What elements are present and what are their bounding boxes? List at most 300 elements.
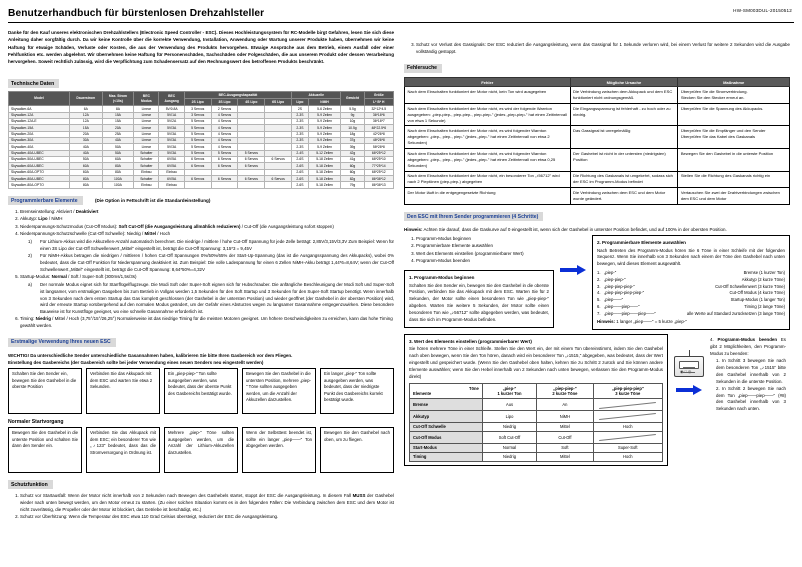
fx-table-body xyxy=(405,87,790,204)
table-cell: Nach dem Einschalten funktioniert der Motor nicht, es wird folgender Warnton abgegeben: „piep-, piep-, piep-" (jedes „piep-" hat einen Zeitintervall von etwa 2 Sekunden) xyxy=(405,126,571,149)
table-cell: 5V/2A xyxy=(159,118,184,124)
throttle-calibration-steps xyxy=(8,368,394,414)
table-row xyxy=(410,453,663,462)
table-cell: Linear xyxy=(134,137,159,143)
troubleshooting-table xyxy=(404,77,790,204)
table-row xyxy=(405,126,790,149)
th-bec-group: BEC-Ausgangskapazität xyxy=(184,91,291,98)
value-cell: Super-Soft xyxy=(593,443,662,452)
tone-number: 2. xyxy=(597,276,601,282)
table-cell: 6 Servos xyxy=(265,176,292,182)
table-cell: 20A xyxy=(102,125,134,131)
step4-wrap xyxy=(710,334,790,416)
step4-num: 4. xyxy=(710,336,714,342)
calib-step-4: Bewegen Sie den Gashebel in die untersten Position, mehrere „piep-" Töne sollten ausgegeben werden, um die Anzahl der Akkuzellen darzustellen. xyxy=(242,368,316,414)
table-cell: 5-9 Zellen xyxy=(308,125,341,131)
table-cell: 2-4S xyxy=(292,150,309,156)
vals-corner: Töne Elemente xyxy=(410,384,483,399)
table-cell: Nach dem Einschalten funktioniert der Motor nicht, es wird der folgende Warnton ausgegeben: „piep-piep-, piep-piep-, piep-piep-" (jedes „piep-piep-" hat einen Zeitintervall von etwa 1 Sekunde) xyxy=(405,103,571,126)
table-cell: 77*25*14 xyxy=(364,163,393,169)
tone-row xyxy=(597,297,785,303)
th-gewicht: Gewicht xyxy=(341,91,364,105)
table-cell: 2-3S xyxy=(292,112,309,118)
table-cell: 82g xyxy=(341,176,364,182)
tone-meaning: Cut-Off Modus (4 kurze Töne) xyxy=(729,290,785,296)
table-cell: 4 Servos xyxy=(211,137,238,143)
table-cell: 5 Servos xyxy=(184,150,211,156)
table-cell: Linear xyxy=(134,125,159,131)
table-cell: 2-3S xyxy=(292,137,309,143)
table-cell: 6 Servos xyxy=(211,176,238,182)
table-cell: 60A xyxy=(69,163,102,169)
table-cell: 6 Servos xyxy=(211,163,238,169)
programming-hint: Hinweis: Achten Sie darauf, dass die Gaskurve auf 0 eingestellt ist, wenn sich der Gashebel in unterster Position befindet, und auf 100% in der obersten Position. xyxy=(404,226,727,232)
table-row xyxy=(405,149,790,172)
step4-title: Programm-Modus beenden xyxy=(717,336,778,342)
value-cell: Mittel xyxy=(537,453,593,462)
table-cell: Skywalker-6A xyxy=(9,106,70,112)
prog-item-2: 2. Akkutyp: Lipo / NiMH xyxy=(20,216,394,223)
table-cell: Die Verbindung zwischen dem ESC und dem Motor wurde geändert. xyxy=(570,188,678,205)
table-cell: 2-3S xyxy=(292,131,309,137)
table-cell: Nach dem Einschalten funktioniert der Motor nicht, es wird folgender Warnton abgegeben: „piep-, piep-, piep-" (jedes „piep-" hat einen Zeitintervall von etwa 0,25 Sekunden) xyxy=(405,149,571,172)
table-cell: 5V/3A xyxy=(159,131,184,137)
table-cell: Skywalker-60A-OPTO xyxy=(9,169,70,175)
table-cell: 80A xyxy=(102,163,134,169)
tone-label: „piep——piep——" xyxy=(604,304,640,309)
table-cell: Skywalker-30A xyxy=(9,137,70,143)
table-cell: Einbau xyxy=(134,182,159,188)
tone-number: 4. xyxy=(597,290,601,296)
table-cell: 15A xyxy=(102,112,134,118)
prog-elements-note: (Die Option in Fettschrift ist die Standardeinstellung) xyxy=(94,197,211,203)
document-code: HW-SM003DUL-20150512 xyxy=(733,8,792,13)
table-cell: Skywalker-80A-OPTO xyxy=(9,182,70,188)
calib-step-3: Ein „piep-piep-" Ton sollte ausgegeben werden, was bedeutet, dass der oberste Punkt des Gasbereichs bestätigt wurde. xyxy=(164,368,238,414)
table-cell: 2 Servos xyxy=(211,106,238,112)
value-cell: Soft xyxy=(537,443,593,452)
table-cell: 37g xyxy=(341,137,364,143)
table-cell: 6 Servos xyxy=(184,156,211,162)
table-cell: 80A xyxy=(69,176,102,182)
table-cell: 2-3S xyxy=(292,125,309,131)
tech-table-body xyxy=(9,106,394,188)
programming-step-1: 1. Programm-Modus beginnen xyxy=(416,236,554,243)
table-cell: 5-9 Zellen xyxy=(308,118,341,124)
protection-item-1: 1. Schutz vor Startausfall: Wenn der Motor nicht innerhalb von 2 Sekunden nach Bewegen des Gashebels startet, stoppt der ESC die Ausgangsleistung. In diesem Fall MUSS der Gashebel wieder nach unten bewegt werden, um den Motor erneut zu starten. (Zu einer solchen Situation kommt es in den folgenden Fällen: Die Verbindung zwischen dem ESC und dem Motor ist nicht zuverlässig, die Propeller oder der Motor ist blockiert, das Getriebe ist beschädigt, etc.) xyxy=(20,493,394,514)
table-cell: 100A xyxy=(102,176,134,182)
table-cell: 6 Servos xyxy=(238,163,265,169)
table-cell: 58*28*8 xyxy=(364,144,393,150)
table-cell: 10g xyxy=(341,118,364,124)
table-cell: 80A xyxy=(102,169,134,175)
step2-wrap xyxy=(592,235,790,330)
table-cell: 50A xyxy=(102,144,134,150)
prog-item-5: 5. Startup-Modus: Normal / Soft / Super-Soft (300ms/1,5s/3s) a) Der normale Modus eignet sich für Starrflügelflugzeuge. Die Modi Soft oder Super-Soft eignen sich für Hubschrauber. Die anfängliche Beschleunigung der Modi Soft und Super-Soft ist langsamer, vom erstmaligen Gasgeben bis zum Betrieb in Vollgas werden 1,5 Sekunden für den Soft Startup und 3 Sekunden für den Super-Soft Startup benötigt. Wenn innerhalb von 3 Sekunden nach dem ersten Startup das Gas komplett geschlossen (der Gashebel in der untersten Position) und wieder geöffnet (der Gashebel in der obersten Position) wird, wird der erneute Startup vorübergehend auf den normalen Modus geändert, um der Gefahr eines Absturzes wegen zu langsamer Gasannahme entgegenzuwirken. Diese besondere Bauweise ist für Kunstflüge geeignet, wo eine schnelle Gasannahme erforderlich ist. xyxy=(20,274,394,315)
tone-label: „piep——" xyxy=(604,297,624,303)
table-cell: Stellen Sie die Richtung des Gaskanals richtig ein xyxy=(678,171,790,188)
table-cell: Das Gassignal ist unregelmäßig xyxy=(570,126,678,149)
table-cell: 36*18*7 xyxy=(364,118,393,124)
fx-th-cause: Mögliche Ursache xyxy=(570,78,678,87)
table-cell: Nach dem Einschalten funktioniert der Motor nicht, ein besonderer Ton „♪56712" wird nach 2 Pieptönen (piep-piep-) abgegeben xyxy=(405,171,571,188)
vals-col-2: „piep-piep-" 2 kurze Töne xyxy=(537,384,593,399)
table-cell: 5-18 Zellen xyxy=(308,169,341,175)
th-nimh: NiMH xyxy=(308,99,341,106)
table-cell: 48*26*8 xyxy=(364,137,393,143)
step4-item-1: 1. In Schritt 3 bewegen Sie nach dem besonderen Ton „♪1515" bitte den Gashebel innerhalb von 2 Sekunden in die unterste Position. xyxy=(716,358,786,384)
th-akku-group: Akkuzelle xyxy=(292,91,341,98)
table-cell xyxy=(211,182,238,188)
table-cell: 2-6S xyxy=(292,176,309,182)
value-cell xyxy=(593,431,662,443)
th-maxstrom: Max. Strom (<10s) xyxy=(102,91,134,105)
table-cell: Skywalker-12A-E xyxy=(9,118,70,124)
table-cell: 15A xyxy=(102,118,134,124)
th-dauerstrom: Dauerstrom xyxy=(69,91,102,105)
programming-steps-list xyxy=(404,236,554,265)
table-cell: 5-12 Zellen xyxy=(308,150,341,156)
step1-title: 1. Programm-Modus beginnen xyxy=(409,275,475,281)
value-element-name: Start-Modus xyxy=(410,443,483,452)
table-cell: 3 Servos xyxy=(184,106,211,112)
table-cell: 68*25*12 xyxy=(364,150,393,156)
table-cell: 6 Servos xyxy=(238,156,265,162)
tone-label: „piep-piep-piep-piep-" xyxy=(604,290,645,296)
table-cell: 6V/5A xyxy=(159,156,184,162)
normal-start-steps xyxy=(8,427,394,473)
table-cell: 6 Servos xyxy=(238,176,265,182)
programming-step-3: 3. Wert des Elements einstellen (programmierbarer Wert) xyxy=(416,251,554,258)
th-groesse-group: Größe xyxy=(364,91,393,98)
step3-box xyxy=(404,334,668,466)
table-cell: 5V/1A xyxy=(159,112,184,118)
table-cell: 100A xyxy=(102,182,134,188)
table-cell: 39g xyxy=(341,144,364,150)
table-cell: Linear xyxy=(134,118,159,124)
table-cell: 5V/3A xyxy=(159,144,184,150)
table-cell: 60g xyxy=(341,169,364,175)
table-cell: Linear xyxy=(134,131,159,137)
table-cell: 50A xyxy=(102,150,134,156)
table-cell: 2-3S xyxy=(292,144,309,150)
value-cell: An xyxy=(537,399,593,411)
tone-number: 1. xyxy=(597,270,601,276)
table-row xyxy=(405,171,790,188)
table-cell: 2-6S xyxy=(292,169,309,175)
tone-meaning: Startup-Modus (1 langer Ton) xyxy=(730,297,785,303)
table-cell: Einbau xyxy=(159,169,184,175)
value-cell xyxy=(593,399,662,411)
table-cell: Einbau xyxy=(134,169,159,175)
th-3s: 3S Lipo xyxy=(211,99,238,106)
prog-subitem-5a: a) Der normale Modus eignet sich für Starrflügelflugzeuge. Die Modi Soft oder Super-Soft eignen sich für Hubschrauber. Die anfängliche Beschleunigung der Modi Soft und Super-Soft ist langsamer, vom erstmaligen Gasgeben bis zum Betrieb in Vollgas werden 1,5 Sekunden für den Soft Startup und 3 Sekunden für den Super-Soft Startup benötigt. Wenn innerhalb von 3 Sekunden nach dem ersten Startup das Gas komplett geschlossen (der Gashebel in der untersten Position) und wieder geöffnet (der Gashebel in der obersten Position) wird, wird der erneute Startup vorübergehend auf den normalen Modus geändert, um der Gefahr eines Absturzes wegen zu langsamer Gasannahme entgegenzuwirken. Diese besondere Bauweise ist für Kunstflüge geeignet, wo eine schnelle Gasannahme erforderlich ist. xyxy=(28,282,394,314)
intro-paragraph: Danke für den Kauf unseres elektronischen Drehzahlstellers (Electronic Speed Controller - ESC). Dieses Hochleistungssystem für RC-Modelle birgt Gefahren, lesen Sie sich diese Anleitung daher sorgfältig durch. Da wir keine Kontrolle über die korrekte Verwendung, Installation, Anwendung oder Wartung unserer Produkte haben, übernehmen wir keine Haftung für etwaige Schäden, Verluste oder Kosten, die aus der Verwendung des Produkts hervorgehen. Etwaige Ansprüche aus dem Betrieb, einem Ausfall oder einer Fehlfunktion etc. werden abgelehnt. Wir übernehmen keine Haftung für Personenschäden, Sachschäden oder Folgeschäden, die aus unserem Produkt oder dessen Verarbeitung hervorgehen. Soweit rechtlich zulässig, wird die Verpflichtung zum Schadensersatz auf den Rechnungswert des betroffenen Produkts beschränkt. xyxy=(8,30,394,65)
table-cell: Skywalker-50A-UBEC xyxy=(9,156,70,162)
table-cell: 5V/3A xyxy=(159,125,184,131)
table-cell: Schalter xyxy=(134,176,159,182)
step4-box xyxy=(710,334,790,416)
th-bec-modus: BEC Modus xyxy=(134,91,159,105)
step3-wrap xyxy=(404,334,668,466)
table-cell: Der Gashebel ist nicht in der untersten (niedrigsten) Position xyxy=(570,149,678,172)
table-cell: 12A xyxy=(69,112,102,118)
table-cell: 60A xyxy=(69,169,102,175)
start-step-4: Wenn der Selbsttest beendet ist, sollte ein langer „piep——" Ton abgegeben werden. xyxy=(242,427,316,473)
table-cell: 68*25*10 xyxy=(364,156,393,162)
prog-subitem-2: 2) Für NiMH-Akkus betragen die niedrigen / mittleren / hohen Cut-Off Spannungen 0%/50%/65% der Start-Up-Spannung (das ist die Ausgangsspannung des Akkupacks), wobei 0% bedeutet, dass die Cut-Off Funktion für Niederspannung deaktiviert ist. Zum Beispiel: Die volle Ladespannung für einen 6 Zellen NiMH-Akku beträgt 1,44*6=8,64V; wenn der Cut-Off Schwellenwert „Mittel" eingestellt ist, beträgt die Cut-Off Spannung: 8,64*50%=4,32V xyxy=(28,253,394,272)
tone-row xyxy=(597,270,785,276)
table-cell: 9g xyxy=(341,112,364,118)
table-cell: Bewegen Sie den Gashebel in die unterste Position xyxy=(678,149,790,172)
table-cell: 40A xyxy=(102,137,134,143)
table-cell: 18g xyxy=(341,131,364,137)
table-row xyxy=(405,87,790,104)
value-element-name: Cut-Off Modus xyxy=(410,431,483,443)
tone-meaning: Akkutyp (2 kurze Töne) xyxy=(741,276,785,282)
tech-data-heading: Technische Daten xyxy=(8,79,59,88)
table-cell: 5V/3A xyxy=(159,137,184,143)
table-cell: 60g xyxy=(341,163,364,169)
prog-item-3: 3. Niederspannungs-Schutzmodus (Cut-Off Modus): Soft Cut-Off (die Ausgangsleistung allmählich reduzieren) / Cut-Off (die Ausgangsleistung sofort stoppen) xyxy=(20,224,394,231)
table-cell: 5.5g xyxy=(341,106,364,112)
value-cell: Niedrig xyxy=(482,453,537,462)
table-cell: Überprüfen Sie die Empfänger und den Sender Überprüfen Sie das Kabel des Gaskanals xyxy=(678,126,790,149)
tone-meaning: Cut-Off Schwellenwert (3 kurze Töne) xyxy=(715,283,785,289)
table-cell: 41g xyxy=(341,156,364,162)
table-cell: Die Verbindung zwischen dem Akkupack und dem ESC funktioniert nicht ordnungsgemäß. xyxy=(570,87,678,104)
right-column xyxy=(404,26,790,522)
table-cell: 80A xyxy=(69,182,102,188)
table-cell: Einbau xyxy=(159,182,184,188)
table-cell: Skywalker-60A-UBEC xyxy=(9,163,70,169)
programming-steps-wrap xyxy=(404,235,554,328)
table-cell: 5-18 Zellen xyxy=(308,156,341,162)
value-cell: Niedrig xyxy=(482,422,537,431)
table-cell: 6 Servos xyxy=(265,156,292,162)
first-use-heading: Erstmalige Verwendung Ihres neuen ESC xyxy=(8,338,116,347)
table-cell xyxy=(265,182,292,188)
table-cell: 6A xyxy=(69,106,102,112)
tone-number: 3. xyxy=(597,283,601,289)
programming-step-2: 2. Programmierbare Elemente auswählen xyxy=(416,243,554,250)
table-cell: 3 Servos xyxy=(184,112,211,118)
table-cell: Linear xyxy=(134,144,159,150)
table-cell: 15A xyxy=(69,125,102,131)
table-cell: 5 Servos xyxy=(184,144,211,150)
table-cell: Die Richtung des Gaskanals ist umgekehrt, sodass sich der ESC im Programm-Modus befindet xyxy=(570,171,678,188)
table-cell xyxy=(184,182,211,188)
value-element-name: Cut-Off Schwelle xyxy=(410,422,483,431)
step1-box xyxy=(404,270,554,328)
value-cell: Normal xyxy=(482,443,537,452)
table-cell: 5 Servos xyxy=(184,118,211,124)
table-cell: 42g xyxy=(341,150,364,156)
table-cell: Der Motor läuft in die entgegengesetzte Richtung xyxy=(405,188,571,205)
table-row xyxy=(410,431,663,443)
prog-subitem-1: 1) Für Lithium-Akkus wird die Akkuzellen-Anzahl automatisch berechnet. Die niedrige / mittlere / hohe Cut-Off Spannung für jede Zelle beträgt: 2,85V/3,15V/3,3V Zum Beispiel: Wenn für einen 3S Lipo der Cut-Off Schwellenwert „Mittel" eingestellt ist, beträgt die Cut-Off Spannung: 3,15*3 = 9,45V xyxy=(28,238,394,251)
table-cell: Skywalker-15A xyxy=(9,125,70,131)
step3-body: Sie hören mehrere Töne in einer Schleife. Stellen Sie den Wert ein, der mit einem Ton übereinstimmt, indem Sie den Gashebel nach oben bewegen, wenn Sie den Ton hören, danach wird ein besonderer Ton „♪1515," abgegeben, was bedeutet, dass der Wert eingestellt und gespeichert wurde. (Wenn Sie den Gashebel oben halten, kehren Sie zu Schritt 2 zurück und Sie können andere Elemente auswählen; wenn Sie den Hebel innerhalb von 2 Sekunden nach unten bewegen, verlassen Sie den Programm-Modus direkt) xyxy=(409,346,663,379)
step2-title: 2. Programmierbare Elemente auswählen xyxy=(597,239,686,245)
table-cell: 50A xyxy=(69,156,102,162)
table-cell: 5-18 Zellen xyxy=(308,182,341,188)
table-cell: 4 Servos xyxy=(211,118,238,124)
step4-item-2: 2. In Schritt 2 bewegen Sie nach dem Ton „piep——piep——" (#8) den Gashebel innerhalb von 3 Sekunden nach unten. xyxy=(716,385,786,412)
technical-data-table xyxy=(8,91,394,189)
table-cell: 5-6 Zellen xyxy=(308,106,341,112)
prog-item-4: 4. Niederspannungs-Schutzschwelle (Cut-Off Schwelle): Niedrig / Mittel / Hoch 1) Für Lithium-Akkus wird die Akkuzellen-Anzahl automatisch berechnet. Die niedrige / mittlere / hohe Cut-Off Spannung für jede Zelle beträgt: 2,85V/3,15V/3,3V Zum Beispiel: Wenn für einen 3S Lipo der Cut-Off Schwellenwert „Mittel" eingestellt ist, beträgt die Cut-Off Spannung: 3,15*3 = 9,45V 2) Für NiMH-Akkus betragen die niedrigen / mittleren / hohen Cut-Off Spannungen 0%/50%/65% der Start-Up-Spannung (das ist die Ausgangsspannung des Akkupacks), wobei 0% bedeutet, dass die Cut-Off Funktion für Niederspannung deaktiviert ist. Zum Beispiel: Die volle Ladespannung für einen 6 Zellen NiMH-Akku beträgt 1,44*6=8,64V; wenn der Cut-Off Schwellenwert „Mittel" eingestellt ist, beträgt die Cut-Off Spannung: 8,64*50%=4,32V xyxy=(20,231,394,273)
table-cell: 10.5g xyxy=(341,125,364,131)
table-row xyxy=(405,103,790,126)
th-6s: 6S Lipo xyxy=(265,99,292,106)
step2-body: Nach Betreten des Programm-Modus hören Sie 6 Töne in einer Schleife mit der folgenden Sequenz. Wenn Sie innerhalb von 3 Sekunden nach einem der Töne den Gashebel nach unten bewegen, wird dieses Element ausgewählt. xyxy=(597,247,785,267)
table-row xyxy=(405,188,790,205)
tone-label: „piep-piep-" xyxy=(604,276,626,282)
table-cell: Überprüfen Sie die Stromverbindung. Stecken Sie den Stecker erneut an. xyxy=(678,87,790,104)
table-cell: Vertauschen Sie zwei der Drahtverbindungen zwischen dem ESC und dem Motor xyxy=(678,188,790,205)
value-cell: Soft Cut-Off xyxy=(482,431,537,443)
tone-number: 6. xyxy=(597,304,601,309)
table-cell: 5 Servos xyxy=(184,131,211,137)
table-cell: 5-9 Zellen xyxy=(308,144,341,150)
th-model: Model xyxy=(9,91,70,105)
protection-list-cont xyxy=(404,42,790,56)
tone-row xyxy=(597,284,785,290)
table-cell: 30A xyxy=(69,137,102,143)
table-cell: Skywalker-20A xyxy=(9,131,70,137)
table-cell: 4 Servos xyxy=(211,144,238,150)
protection-item-3: 3. Schutz vor Verlust des Gassignals: Der ESC reduziert die Ausgangsleistung, wenn das Gassignal für 1 Sekunde verloren wird, bei einem Verlust für weitere 2 Sekunden wird die Ausgabe vollständig gestoppt. xyxy=(416,42,790,56)
tone-label: „piep——piep——piep——" xyxy=(604,310,656,316)
protection-list xyxy=(8,493,394,521)
calib-step-2: Verbinden Sie das Akkupack mit dem ESC und warten Sie etwa 2 Sekunden. xyxy=(86,368,160,414)
troubleshoot-heading: Fehlersuche xyxy=(404,64,442,73)
table-cell xyxy=(238,182,265,188)
table-cell: 6V/5A xyxy=(159,176,184,182)
table-cell: 60A xyxy=(102,156,134,162)
prog-item-1: 1. Bremseinstellung: Aktiviert / Deaktiviert xyxy=(20,209,394,216)
table-cell: 5 Servos xyxy=(184,125,211,131)
programming-heading: Den ESC mit Ihrem Sender programmieren (4 Schritte) xyxy=(404,212,543,221)
vals-table-body xyxy=(410,399,663,462)
table-cell: 79g xyxy=(341,182,364,188)
start-step-5: Bewegen Sie den Gashebel nach oben, um zu fliegen. xyxy=(320,427,394,473)
two-column-layout xyxy=(8,26,794,522)
fx-th-action: Maßnahme xyxy=(678,78,790,87)
table-cell: 86*38*12 xyxy=(364,176,393,182)
prog-item-5-sublist xyxy=(20,282,394,315)
th-lipo: Lipo xyxy=(292,99,309,106)
step2-tone-list xyxy=(597,270,785,317)
tone-row xyxy=(597,304,785,310)
table-cell: 12A xyxy=(69,118,102,124)
programming-body xyxy=(404,235,790,330)
table-cell: 5-9 Zellen xyxy=(308,137,341,143)
tone-meaning: Timing (2 lange Töne) xyxy=(744,304,785,309)
table-cell: 5-9 Zellen xyxy=(308,112,341,118)
tone-row xyxy=(597,290,785,296)
table-cell: 2S xyxy=(292,106,309,112)
table-cell: Skywalker-80A-UBEC xyxy=(9,176,70,182)
value-cell: Hoch xyxy=(593,422,662,431)
value-cell: Cut-Off xyxy=(537,431,593,443)
table-cell: Schalter xyxy=(134,156,159,162)
normal-start-heading: Normaler Startvorgang xyxy=(8,418,64,425)
table-cell: 5-18 Zellen xyxy=(308,176,341,182)
programming-values-table xyxy=(409,383,663,462)
tone-label: „piep-" xyxy=(604,270,617,276)
th-2s: 2S Lipo xyxy=(184,99,211,106)
table-row xyxy=(9,182,394,188)
th-4s: 4S Lipo xyxy=(238,99,265,106)
value-element-name: Bremse xyxy=(410,399,483,411)
table-cell: Schalter xyxy=(134,150,159,156)
arrow-right-icon xyxy=(560,265,586,275)
value-cell: Hoch xyxy=(593,453,662,462)
tone-meaning: Bremse (1 kurzer Ton) xyxy=(743,270,785,276)
tone-row xyxy=(597,311,785,317)
table-cell: Schalter xyxy=(134,163,159,169)
start-step-1: Bewegen Sie den Gashebel in die unterste Position und schalten Sie dann den Sender ein. xyxy=(8,427,82,473)
table-cell: 32*12*4.5 xyxy=(364,106,393,112)
arrow-right-icon-2 xyxy=(676,385,702,395)
table-cell: 40A xyxy=(69,150,102,156)
start-step-2: Verbinden Sie das Akkupack mit dem ESC; ein besonderer Ton wie „♪123" bedeutet, dass das die Stromversorgung in Ordnung ist. xyxy=(86,427,160,473)
table-cell: Skywalker-40A-UBEC xyxy=(9,150,70,156)
table-cell: 42*26*8 xyxy=(364,131,393,137)
tone-number: 5. xyxy=(597,297,601,303)
table-cell: 4 Servos xyxy=(211,131,238,137)
step2-box xyxy=(592,235,790,330)
fx-header-row xyxy=(405,78,790,87)
table-cell: Linear xyxy=(134,106,159,112)
table-cell: 5 Servos xyxy=(184,137,211,143)
table-cell: 5 Servos xyxy=(238,150,265,156)
table-cell: 8A xyxy=(102,106,134,112)
prog-elements-heading: Programmierbare Elemente xyxy=(8,196,83,205)
vals-header-row xyxy=(410,384,663,399)
table-cell: 36*18*6 xyxy=(364,112,393,118)
table-cell: 4 Servos xyxy=(211,112,238,118)
table-row xyxy=(410,422,663,431)
table-cell: Nach dem Einschalten funktioniert der Motor nicht, kein Ton wird ausgegeben xyxy=(405,87,571,104)
prog-item-4-sublist xyxy=(20,239,394,273)
transmitter-arrow-group xyxy=(674,334,704,395)
table-cell: 5-18 Zellen xyxy=(308,163,341,169)
th-bec-ausgang: BEC Ausgang xyxy=(159,91,184,105)
table-cell: 5 Servos xyxy=(211,150,238,156)
table-cell: 48*22.5*6 xyxy=(364,125,393,131)
table-cell: 5-9 Zellen xyxy=(308,131,341,137)
table-cell: 5V/0.8A xyxy=(159,106,184,112)
table-cell: Die Eingangsspannung ist fehlerhaft - zu hoch oder zu niedrig. xyxy=(570,103,678,126)
calib-step-5: Ein langer „piep-" Ton sollte ausgegeben werden, was bedeutet, dass der niedrigste Punkt des Gasbereichs korrekt bestätigt wurde. xyxy=(320,368,394,414)
tone-meaning: alle Werte auf Standard zurücksetzen (3 lange Töne) xyxy=(686,310,785,316)
prog-item-6: 6. Timing: Niedrig / Mittel / Hoch (3,75°/15°/26,25°) Normalerweise ist das niedrige Timing für die meisten Motoren geeignet. Um höhere Geschwindigkeiten zu erreichen, kann das hohe Timing gewählt werden. xyxy=(20,316,394,330)
left-column xyxy=(8,26,394,522)
table-cell: Skywalker-40A xyxy=(9,144,70,150)
table-cell: 20A xyxy=(69,131,102,137)
table-cell: 2-6S xyxy=(292,156,309,162)
table-cell: Linear xyxy=(134,112,159,118)
protection-heading: Schutzfunktion xyxy=(8,480,53,489)
table-cell: 25A xyxy=(102,131,134,137)
value-cell: NiMH xyxy=(537,410,593,422)
table-cell: 2-6S xyxy=(292,182,309,188)
step4-items xyxy=(710,358,786,413)
table-row xyxy=(410,399,663,411)
